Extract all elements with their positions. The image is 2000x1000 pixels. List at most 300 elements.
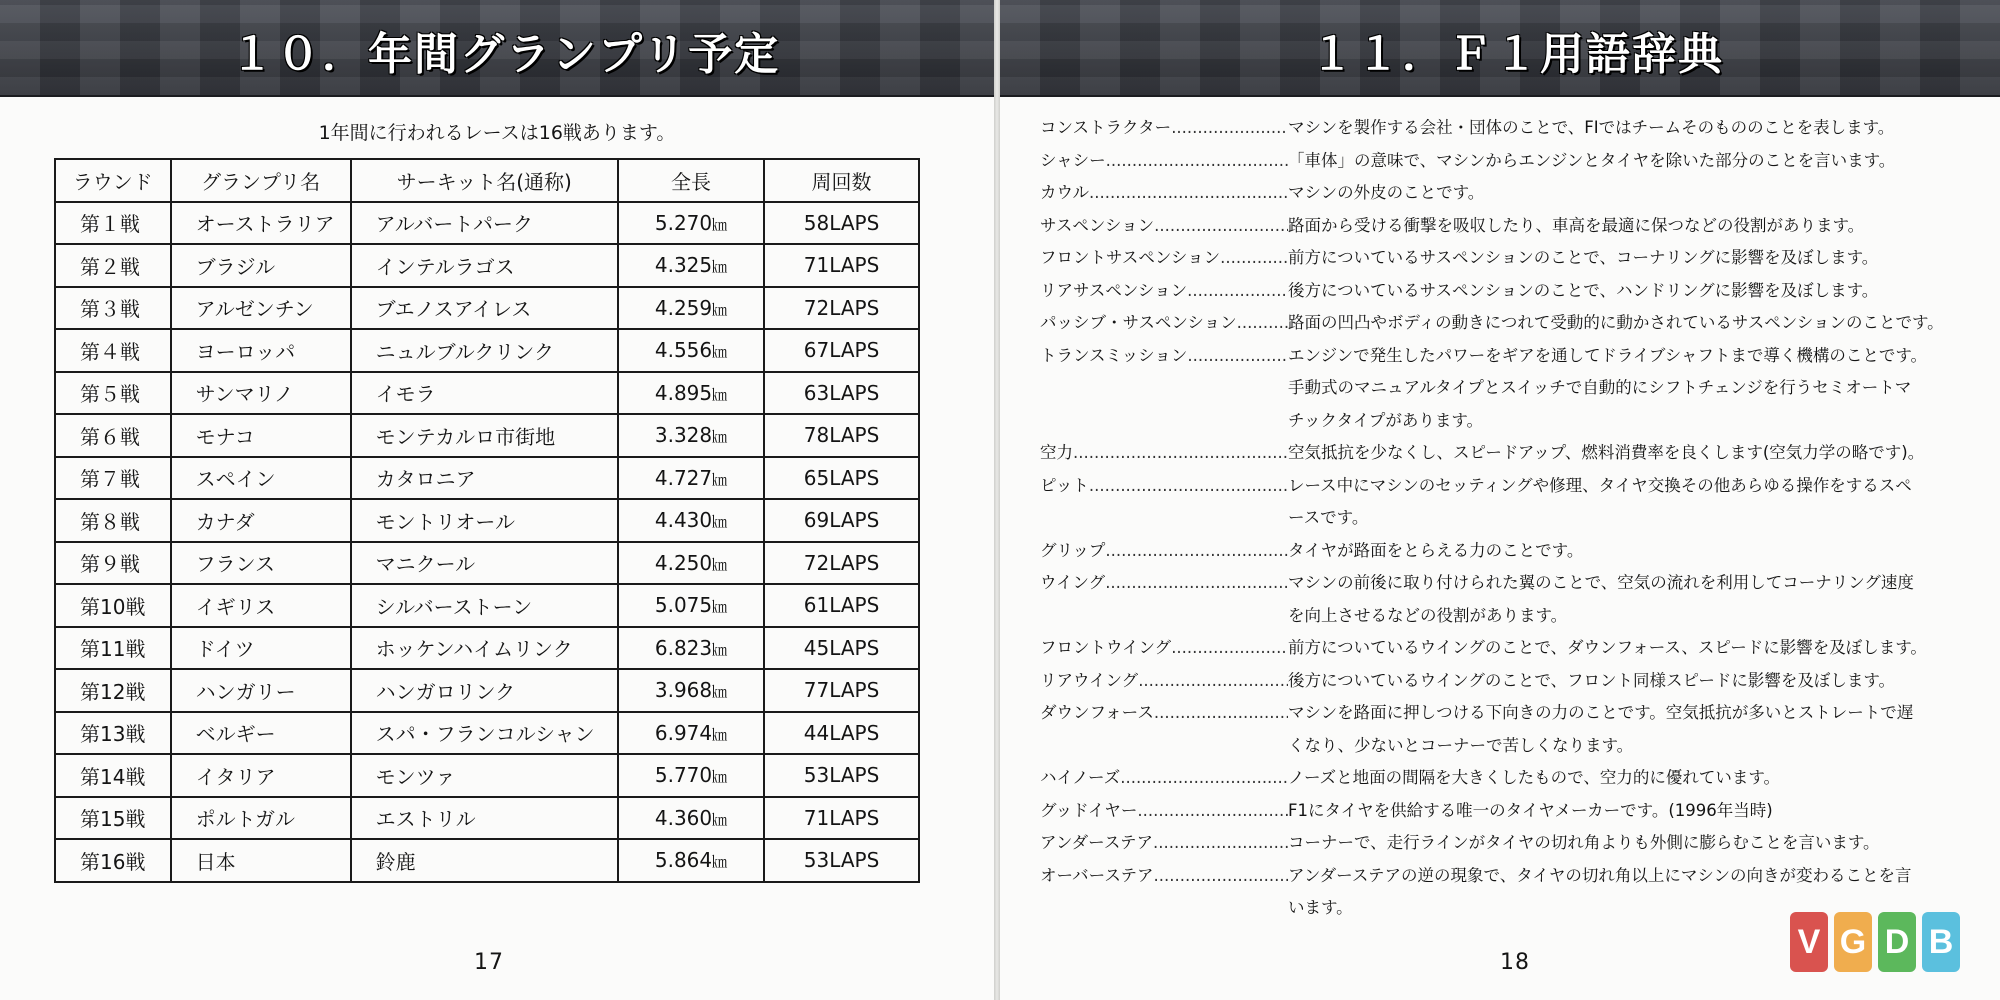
glossary-term-text: コンストラクター: [1040, 118, 1172, 137]
glossary-entry: [1040, 665, 1980, 698]
round-cell: [55, 372, 171, 415]
km-unit: ㎞: [712, 300, 728, 319]
leader-dots: [1154, 860, 1288, 893]
table-row: [55, 754, 919, 797]
glossary-definition: 後方についているサスペンションのことで、ハンドリングに影響を及ぼします。: [1288, 280, 1879, 300]
round-cell-text: 第11戦: [80, 637, 146, 662]
glossary-definition: エンジンで発生したパワーをギアを通してドライブシャフトまで導く機構のことです。: [1288, 345, 1928, 365]
glossary-definition-continued: を向上させるなどの役割があります。: [1288, 605, 1568, 625]
table-body: [55, 202, 919, 882]
laps-cell-text: 53LAPS: [803, 763, 880, 788]
laps-cell: [764, 754, 919, 797]
laps-cell: [764, 457, 919, 500]
glossary-term-text: シャシー: [1040, 150, 1106, 170]
glossary-entry: [1040, 827, 1980, 860]
length-cell-text: 3.328: [654, 423, 713, 448]
glossary-term-text: サスペンション: [1040, 215, 1155, 235]
round-cell: [55, 329, 171, 372]
laps-cell-text: 78LAPS: [803, 423, 880, 448]
glossary-term-text: ウイング: [1040, 573, 1106, 592]
grand-prix-cell: [171, 457, 351, 500]
grand-prix-cell: [171, 287, 351, 330]
glossary-term-text: オーバーステア: [1040, 865, 1154, 885]
table-row: [55, 584, 919, 627]
logo-tile: V: [1790, 912, 1828, 972]
glossary-definition: レース中にマシンのセッティングや修理、タイヤ交換その他あらゆる操作をするスペ: [1288, 475, 1912, 495]
laps-cell: [764, 584, 919, 627]
circuit-cell: [351, 329, 618, 372]
circuit-cell-text: インテルラゴス: [375, 254, 515, 279]
glossary-term-text: フロントウイング: [1040, 638, 1172, 657]
length-cell-text: 5.075: [654, 593, 713, 618]
page-number-left: 17: [474, 950, 504, 975]
glossary-entry: [1040, 210, 1980, 243]
length-cell: [618, 797, 764, 840]
laps-cell-text: 63LAPS: [803, 380, 880, 405]
glossary-definition-continued: います。: [1288, 898, 1353, 917]
table-row: [55, 499, 919, 542]
glossary-term: [1040, 145, 1288, 178]
length-cell-text: 4.895: [654, 380, 713, 405]
circuit-cell: [351, 797, 618, 840]
leader-dots: [1137, 795, 1288, 828]
leader-dots: [1073, 437, 1288, 470]
grand-prix-cell-text: ヨーロッパ: [195, 339, 296, 364]
grand-prix-cell-text: ドイツ: [195, 637, 255, 662]
laps-cell: [764, 712, 919, 755]
glossary-term: [1040, 535, 1288, 568]
round-cell: [55, 839, 171, 882]
grand-prix-cell: [171, 329, 351, 372]
length-cell: [618, 754, 764, 797]
glossary-definition: マシンを路面に押しつける下向きの力のことです。空気抵抗が多いとストレートで遅: [1288, 703, 1914, 722]
glossary-definition-continued: 手動式のマニュアルタイプとスイッチで自動的にシフトチェンジを行うセミオートマ: [1288, 378, 1912, 397]
glossary-term: [1040, 632, 1288, 665]
circuit-cell: [351, 414, 618, 457]
round-cell: [55, 542, 171, 585]
glossary-entry: [1040, 112, 1980, 145]
length-cell: [618, 499, 764, 542]
header-laps: 周回数: [764, 159, 919, 202]
table-row: [55, 669, 919, 712]
grand-prix-cell-text: ポルトガル: [195, 807, 296, 832]
table-row: [55, 839, 919, 882]
round-cell: [55, 627, 171, 670]
laps-cell-text: 67LAPS: [803, 338, 880, 363]
page-number-right: 18: [1500, 950, 1530, 975]
round-cell-text: 第７戦: [80, 467, 140, 492]
laps-cell: [764, 202, 919, 245]
glossary-term: [1040, 567, 1288, 600]
round-cell-text: 第16戦: [80, 849, 146, 874]
length-cell-text: 4.556: [654, 338, 713, 363]
table-row: [55, 287, 919, 330]
laps-cell: [764, 542, 919, 585]
length-cell-text: 3.968: [654, 678, 713, 703]
schedule-intro: 1年間に行われるレースは16戦あります。: [318, 122, 676, 144]
grand-prix-cell: [171, 669, 351, 712]
km-unit: ㎞: [712, 768, 728, 787]
round-cell-text: 第４戦: [80, 339, 140, 364]
laps-cell: [764, 499, 919, 542]
glossary-term: [1040, 112, 1288, 145]
km-unit: ㎞: [712, 215, 728, 234]
length-cell: [618, 329, 764, 372]
round-cell-text: 第２戦: [80, 254, 140, 279]
left-title-banner: [0, 0, 994, 97]
logo-tile: G: [1834, 912, 1872, 972]
vgdb-watermark-logo: [1790, 912, 1990, 982]
round-cell-text: 第３戦: [80, 297, 140, 322]
grand-prix-cell-text: アルゼンチン: [195, 297, 314, 322]
grand-prix-cell: [171, 372, 351, 415]
km-unit: ㎞: [712, 470, 728, 489]
grand-prix-cell: [171, 712, 351, 755]
length-cell-text: 4.259: [654, 295, 713, 320]
glossary-term: [1040, 795, 1288, 828]
glossary-definition: 空気抵抗を少なくし、スピードアップ、燃料消費率を良くします(空気力学の略です)。: [1288, 443, 1925, 462]
laps-cell: [764, 839, 919, 882]
laps-cell: [764, 372, 919, 415]
header-gp: グランプリ名: [171, 159, 351, 202]
round-cell-text: 第10戦: [80, 594, 146, 619]
grand-prix-cell-text: ブラジル: [195, 254, 276, 279]
round-cell-text: 第12戦: [80, 679, 146, 704]
glossary-entry: [1040, 437, 1980, 470]
length-cell-text: 4.250: [654, 550, 713, 575]
leader-dots: [1171, 112, 1288, 145]
length-cell: [618, 669, 764, 712]
km-unit: ㎞: [712, 810, 728, 829]
length-cell: [618, 202, 764, 245]
grand-prix-cell-text: モナコ: [195, 424, 255, 449]
glossary-definition: 路面の凹凸やボディの動きにつれて受動的に動かされているサスペンションのことです。: [1288, 313, 1944, 332]
glossary-definition-continued: チックタイプがあります。: [1288, 410, 1484, 430]
circuit-cell-text: モントリオール: [375, 509, 515, 534]
round-cell: [55, 202, 171, 245]
glossary-term: [1040, 860, 1288, 893]
table-row: [55, 372, 919, 415]
glossary-term-text: トランスミッション: [1040, 345, 1188, 365]
glossary-definition: マシンの前後に取り付けられた翼のことで、空気の流れを利用してコーナリング速度: [1288, 573, 1914, 592]
glossary-term: [1040, 340, 1288, 373]
glossary-definition: マシンの外皮のことです。: [1288, 183, 1485, 202]
glossary-term: [1040, 242, 1288, 275]
length-cell-text: 6.974: [654, 720, 713, 745]
leader-dots: [1153, 827, 1288, 860]
round-cell: [55, 287, 171, 330]
right-page: [1000, 0, 2000, 1000]
circuit-cell: [351, 542, 618, 585]
circuit-cell-text: イモラ: [375, 382, 436, 407]
leader-dots: [1171, 632, 1288, 665]
glossary-entry: [1040, 340, 1980, 373]
glossary-term-text: リアサスペンション: [1040, 280, 1188, 300]
grand-prix-cell: [171, 754, 351, 797]
circuit-cell-text: シルバーストーン: [375, 594, 533, 619]
km-unit: ㎞: [712, 598, 728, 617]
grand-prix-cell: [171, 414, 351, 457]
glossary-entry: [1040, 697, 1980, 730]
glossary-term: [1040, 275, 1288, 308]
glossary-term-text: グリップ: [1040, 540, 1106, 560]
grand-prix-cell-text: スペイン: [195, 467, 276, 492]
grand-prix-table: [54, 158, 920, 883]
length-cell-text: 5.864: [654, 848, 713, 873]
circuit-cell-text: マニクール: [375, 552, 476, 577]
glossary-term: [1040, 177, 1288, 210]
length-cell-text: 4.360: [654, 805, 713, 830]
left-page: [0, 0, 994, 1000]
table-row: [55, 712, 919, 755]
glossary-term-text: フロントサスペンション: [1040, 248, 1221, 267]
round-cell: [55, 797, 171, 840]
circuit-cell: [351, 669, 618, 712]
grand-prix-cell: [171, 244, 351, 287]
grand-prix-cell-text: 日本: [195, 849, 236, 874]
circuit-cell-text: エストリル: [375, 807, 476, 832]
laps-cell-text: 72LAPS: [803, 295, 880, 320]
km-unit: ㎞: [712, 428, 728, 447]
km-unit: ㎞: [712, 555, 728, 574]
length-cell: [618, 414, 764, 457]
glossary-entry: [1040, 275, 1980, 308]
leader-dots: [1089, 470, 1288, 503]
glossary-entry: [1040, 470, 1980, 503]
laps-cell: [764, 329, 919, 372]
glossary-entry: [1040, 307, 1980, 340]
glossary-definition: 後方についているウイングのことで、フロント同様スピードに影響を及ぼします。: [1288, 670, 1896, 690]
round-cell: [55, 712, 171, 755]
km-unit: ㎞: [712, 258, 728, 277]
laps-cell-text: 61LAPS: [803, 593, 880, 618]
glossary-definition-continued: ースです。: [1288, 508, 1369, 527]
round-cell-text: 第13戦: [80, 722, 146, 747]
leader-dots: [1187, 340, 1288, 373]
leader-dots: [1138, 665, 1288, 698]
glossary-definition: マシンを製作する会社・団体のことで、FIではチームそのもののことを表します。: [1288, 118, 1895, 137]
glossary-term: [1040, 762, 1288, 795]
f1-glossary: [1040, 112, 1980, 925]
glossary-definition: コーナーで、走行ラインがタイヤの切れ角よりも外側に膨らむことを言います。: [1288, 833, 1880, 852]
circuit-cell: [351, 754, 618, 797]
grand-prix-cell-text: カナダ: [195, 509, 255, 534]
length-cell: [618, 584, 764, 627]
grand-prix-cell: [171, 627, 351, 670]
length-cell: [618, 712, 764, 755]
glossary-term-text: ハイノーズ: [1040, 768, 1121, 787]
laps-cell: [764, 414, 919, 457]
glossary-term: [1040, 437, 1288, 470]
glossary-definition: 前方についているウイングのことで、ダウンフォース、スピードに影響を及ぼします。: [1288, 638, 1927, 657]
glossary-definition: 「車体」の意味で、マシンからエンジンとタイヤを除いた部分のことを言います。: [1288, 150, 1896, 170]
round-cell-text: 第９戦: [80, 552, 140, 577]
circuit-cell-text: ブエノスアイレス: [375, 297, 532, 322]
laps-cell: [764, 797, 919, 840]
circuit-cell-text: スパ・フランコルシャン: [375, 722, 595, 747]
glossary-term-text: アンダーステア: [1040, 833, 1154, 852]
round-cell-text: 第15戦: [80, 807, 146, 832]
grand-prix-cell-text: ベルギー: [195, 722, 276, 747]
circuit-cell-text: モンテカルロ市街地: [375, 424, 556, 449]
circuit-cell-text: ホッケンハイムリンク: [375, 637, 573, 662]
laps-cell: [764, 669, 919, 712]
length-cell-text: 4.430: [654, 508, 713, 533]
glossary-entry: [1040, 762, 1980, 795]
km-unit: ㎞: [712, 683, 728, 702]
glossary-entry: [1040, 795, 1980, 828]
laps-cell-text: 65LAPS: [803, 465, 880, 490]
glossary-term-text: リアウイング: [1040, 670, 1139, 690]
laps-cell-text: 44LAPS: [803, 720, 880, 745]
glossary-term: [1040, 665, 1288, 698]
length-cell: [618, 244, 764, 287]
circuit-cell-text: 鈴鹿: [375, 849, 416, 874]
right-title-banner: [1000, 0, 2000, 97]
grand-prix-cell: [171, 499, 351, 542]
round-cell: [55, 244, 171, 287]
round-cell: [55, 584, 171, 627]
laps-cell: [764, 244, 919, 287]
laps-cell: [764, 627, 919, 670]
laps-cell-text: 69LAPS: [803, 508, 880, 533]
km-unit: ㎞: [712, 853, 728, 872]
circuit-cell: [351, 287, 618, 330]
glossary-entry: [1040, 632, 1980, 665]
leader-dots: [1105, 535, 1288, 568]
table-row: [55, 329, 919, 372]
header-length: 全長: [618, 159, 764, 202]
length-cell: [618, 372, 764, 415]
circuit-cell: [351, 584, 618, 627]
table-row: [55, 542, 919, 585]
circuit-cell: [351, 457, 618, 500]
round-cell-text: 第14戦: [80, 764, 146, 789]
laps-cell-text: 45LAPS: [803, 635, 880, 660]
glossary-term: [1040, 210, 1288, 243]
circuit-cell-text: モンツァ: [375, 764, 456, 789]
laps-cell-text: 71LAPS: [803, 253, 880, 278]
length-cell: [618, 839, 764, 882]
glossary-definition: F1にタイヤを供給する唯一のタイヤメーカーです。(1996年当時): [1288, 800, 1773, 820]
table-row: [55, 797, 919, 840]
leader-dots: [1089, 177, 1288, 210]
round-cell: [55, 457, 171, 500]
glossary-term-text: グッドイヤー: [1040, 800, 1138, 820]
round-cell-text: 第６戦: [80, 424, 140, 449]
round-cell: [55, 499, 171, 542]
glossary-entry: [1040, 535, 1980, 568]
glossary-term-text: ダウンフォース: [1040, 703, 1154, 722]
grand-prix-cell-text: フランス: [195, 552, 276, 577]
length-cell: [618, 542, 764, 585]
length-cell-text: 4.727: [654, 465, 713, 490]
length-cell: [618, 287, 764, 330]
circuit-cell: [351, 372, 618, 415]
grand-prix-cell-text: ハンガリー: [195, 679, 296, 704]
circuit-cell: [351, 202, 618, 245]
glossary-term: [1040, 307, 1288, 340]
grand-prix-cell-text: サンマリノ: [195, 382, 294, 407]
circuit-cell: [351, 839, 618, 882]
header-round: ラウンド: [55, 159, 171, 202]
glossary-term-text: 空力: [1040, 443, 1073, 462]
round-cell: [55, 754, 171, 797]
glossary-entry: [1040, 177, 1980, 210]
circuit-cell: [351, 712, 618, 755]
circuit-cell-text: ニュルブルクリンク: [375, 339, 554, 364]
leader-dots: [1154, 210, 1288, 243]
km-unit: ㎞: [712, 640, 728, 659]
glossary-entry: [1040, 242, 1980, 275]
km-unit: ㎞: [712, 513, 728, 532]
leader-dots: [1120, 762, 1288, 795]
logo-tile: D: [1878, 912, 1916, 972]
circuit-cell-text: カタロニア: [375, 467, 476, 492]
laps-cell-text: 71LAPS: [803, 805, 880, 830]
glossary-definition: アンダーステアの逆の現象で、タイヤの切れ角以上にマシンの向きが変わることを言: [1288, 865, 1912, 885]
left-page-title: １０．年間グランプリ予定: [230, 29, 781, 80]
leader-dots: [1187, 275, 1288, 308]
glossary-term-text: ピット: [1040, 475, 1089, 495]
glossary-entry: [1040, 860, 1980, 893]
leader-dots: [1154, 697, 1288, 730]
leader-dots: [1106, 145, 1288, 178]
table-header-row: [55, 159, 919, 202]
grand-prix-cell: [171, 542, 351, 585]
table-row: [55, 627, 919, 670]
km-unit: ㎞: [712, 385, 728, 404]
grand-prix-cell: [171, 839, 351, 882]
grand-prix-cell: [171, 797, 351, 840]
grand-prix-cell-text: イタリア: [195, 764, 276, 789]
length-cell: [618, 627, 764, 670]
circuit-cell-text: ハンガロリンク: [375, 679, 516, 704]
length-cell-text: 5.270: [654, 210, 713, 235]
header-circuit: サーキット名(通称): [351, 159, 618, 202]
logo-tile: B: [1922, 912, 1960, 972]
laps-cell-text: 53LAPS: [803, 848, 880, 873]
round-cell-text: 第１戦: [80, 212, 140, 237]
table-row: [55, 202, 919, 245]
glossary-definition: タイヤが路面をとらえる力のことです。: [1288, 540, 1584, 560]
circuit-cell: [351, 499, 618, 542]
length-cell: [618, 457, 764, 500]
leader-dots: [1237, 307, 1288, 340]
length-cell-text: 4.325: [654, 253, 713, 278]
leader-dots: [1220, 242, 1288, 275]
round-cell-text: 第８戦: [80, 509, 140, 534]
table-row: [55, 244, 919, 287]
glossary-definition-continued: くなり、少ないとコーナーで苦しくなります。: [1288, 735, 1634, 755]
round-cell: [55, 414, 171, 457]
laps-cell-text: 58LAPS: [803, 210, 880, 235]
glossary-term-text: パッシブ・サスペンション: [1040, 313, 1237, 332]
circuit-cell: [351, 627, 618, 670]
circuit-cell: [351, 244, 618, 287]
laps-cell-text: 77LAPS: [803, 678, 880, 703]
length-cell-text: 5.770: [654, 763, 713, 788]
table-row: [55, 414, 919, 457]
glossary-term: [1040, 827, 1288, 860]
length-cell-text: 6.823: [654, 635, 713, 660]
glossary-term: [1040, 470, 1288, 503]
km-unit: ㎞: [712, 343, 728, 362]
grand-prix-cell-text: イギリス: [195, 594, 276, 619]
glossary-definition: 路面から受ける衝撃を吸収したり、車高を最適に保つなどの役割があります。: [1288, 215, 1865, 235]
km-unit: ㎞: [712, 725, 728, 744]
laps-cell: [764, 287, 919, 330]
